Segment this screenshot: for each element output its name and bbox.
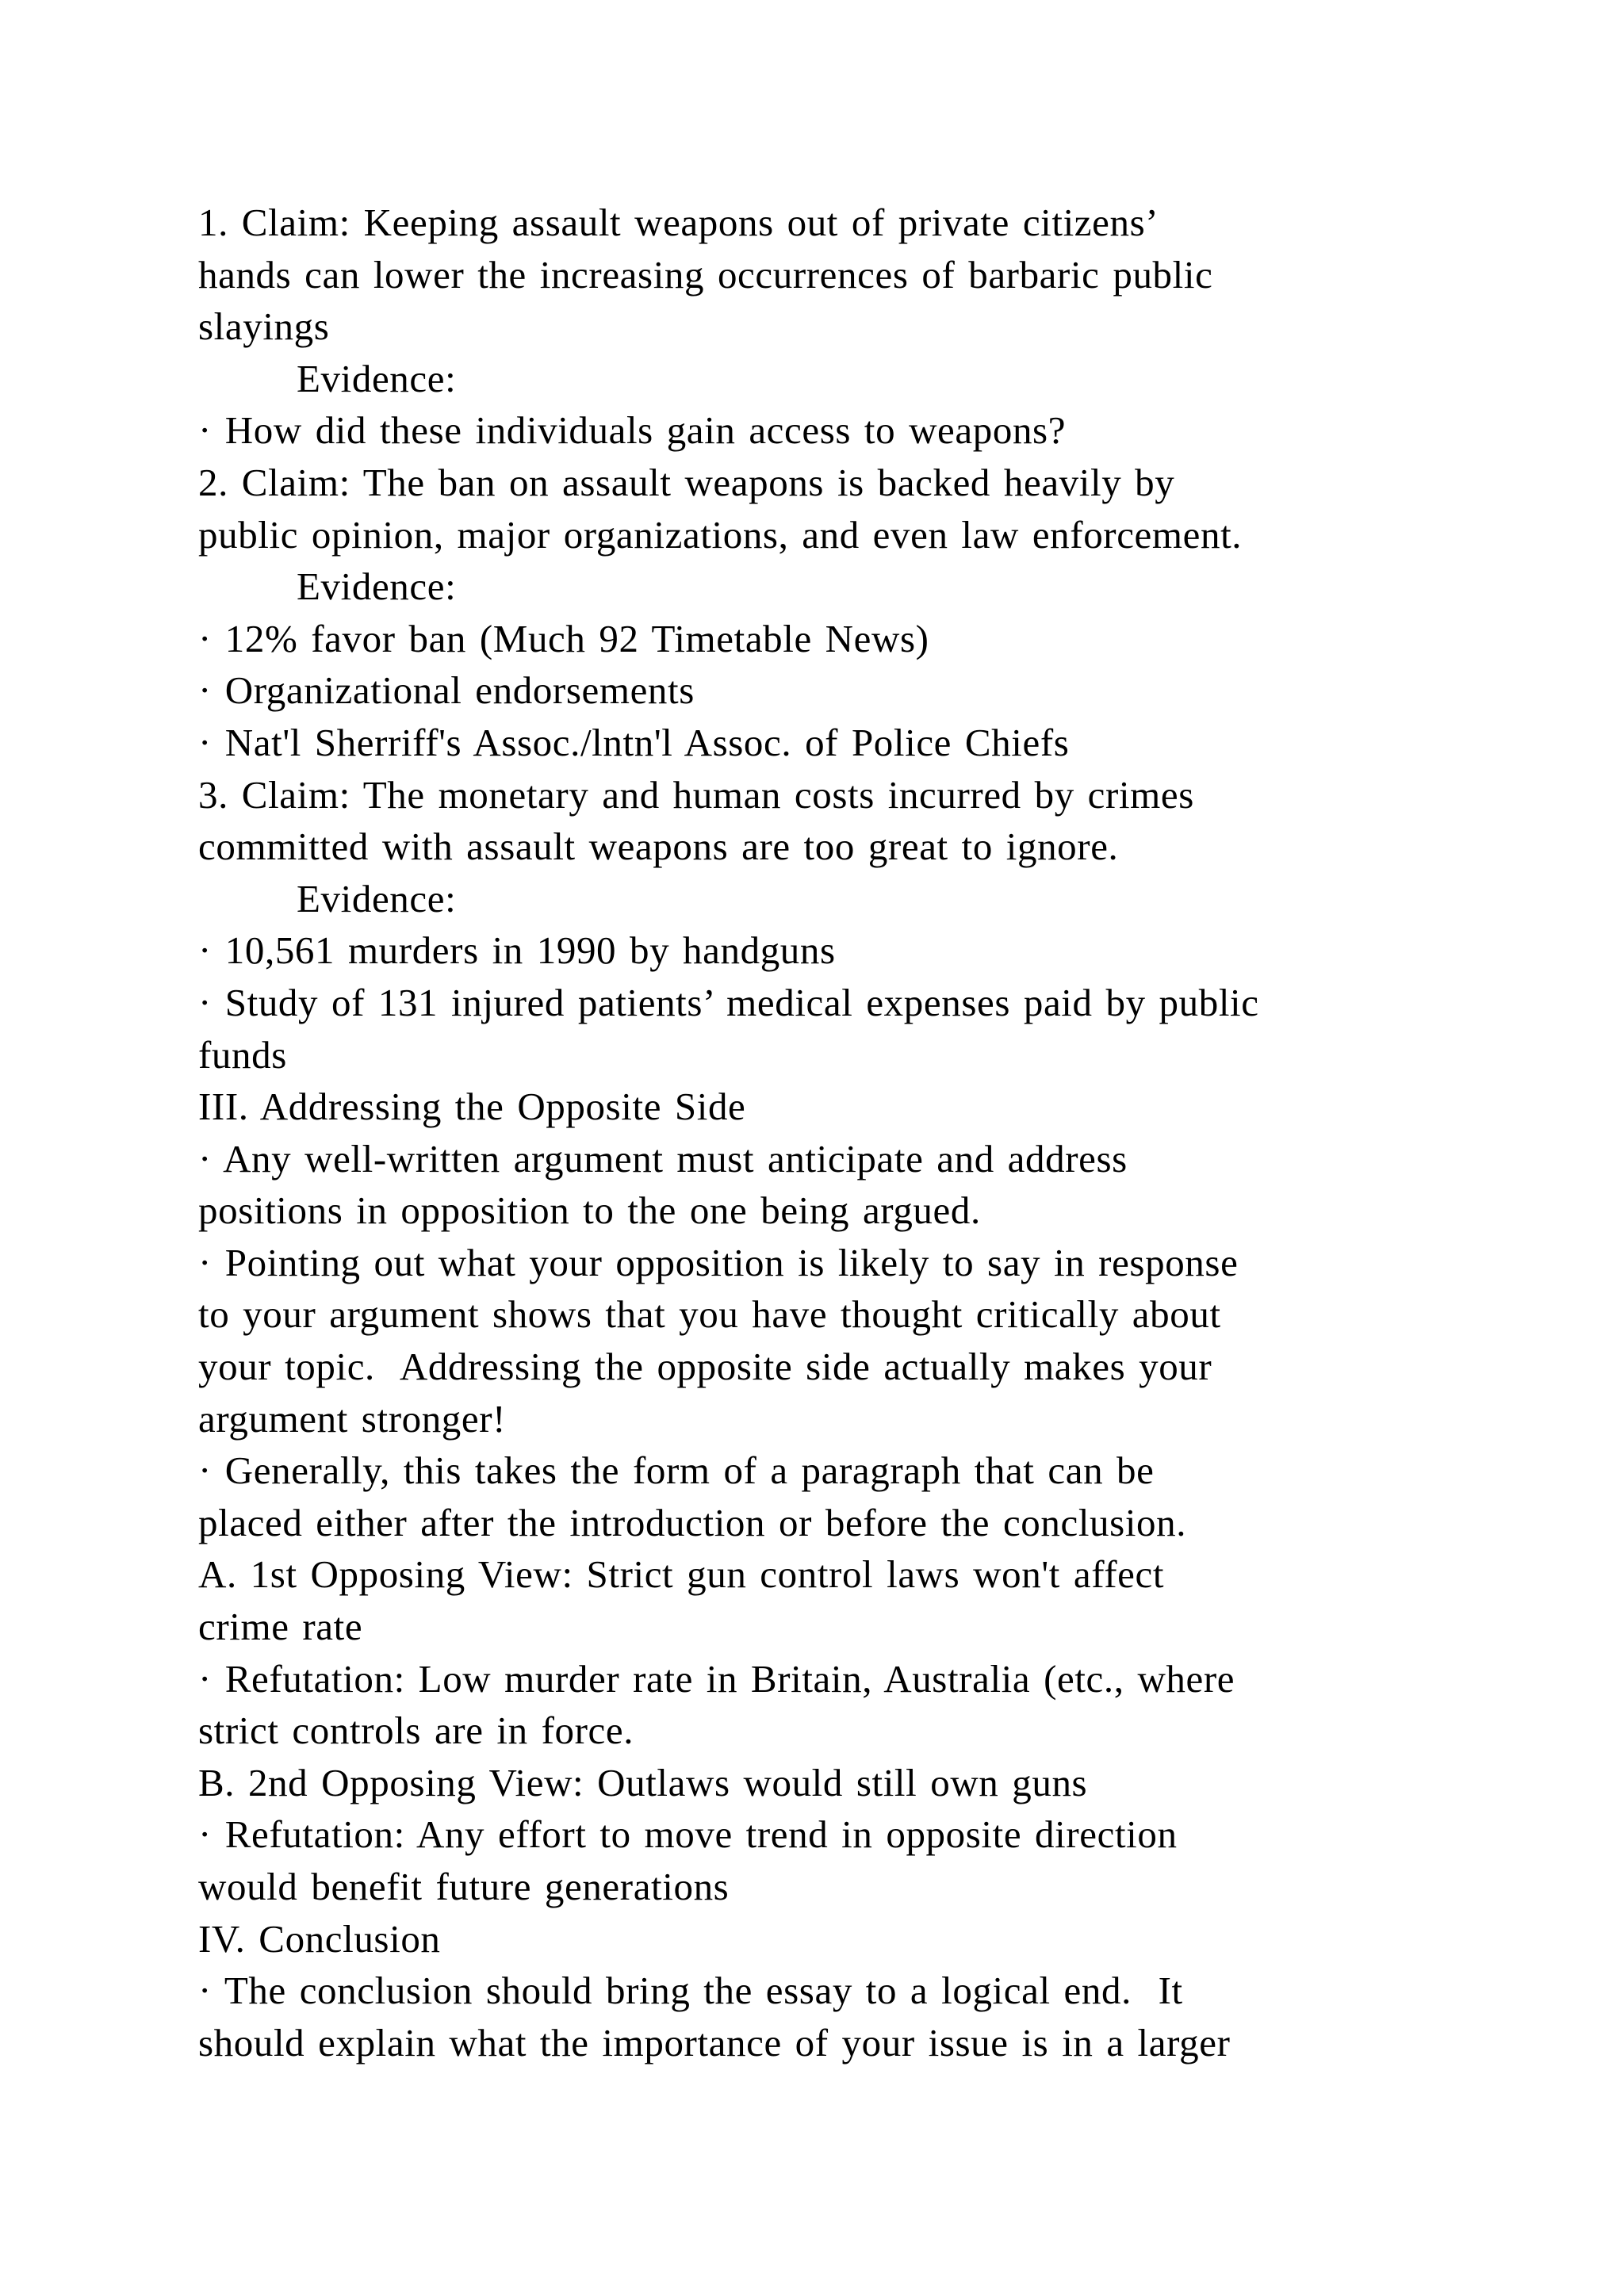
text-line: 2. Claim: The ban on assault weapons is backed heavily by <box>198 460 1175 504</box>
text-line: hands can lower the increasing occurrences of barbaric public <box>198 252 1213 297</box>
section-heading: III. Addressing the Opposite Side <box>198 1085 746 1129</box>
text-line: to your argument shows that you have thought critically about <box>198 1292 1221 1337</box>
bullet-line: · Nat'l Sherriff's Assoc./lntn'l Assoc. of Police Chiefs <box>198 720 1070 764</box>
text-line: crime rate <box>198 1605 363 1649</box>
text-line: strict controls are in force. <box>198 1709 634 1753</box>
evidence-heading: Evidence: <box>297 876 457 920</box>
text-line: should explain what the importance of your issue is in a larger <box>198 2020 1231 2064</box>
bullet-line: · Pointing out what your opposition is likely to say in response <box>198 1240 1239 1284</box>
document-body <box>198 197 1435 2068</box>
bullet-line: · Refutation: Low murder rate in Britain, Australia (etc., where <box>198 1656 1235 1701</box>
text-line: placed either after the introduction or before the conclusion. <box>198 1500 1187 1544</box>
bullet-line: · How did these individuals gain access to weapons? <box>198 408 1067 453</box>
bullet-line: · Organizational endorsements <box>198 668 695 713</box>
text-line: committed with assault weapons are too great to ignore. <box>198 825 1119 869</box>
section-heading: IV. Conclusion <box>198 1916 441 1961</box>
text-line: funds <box>198 1032 287 1077</box>
text-line: 1. Claim: Keeping assault weapons out of private citizens’ <box>198 201 1159 244</box>
text-line: argument stronger! <box>198 1396 507 1441</box>
bullet-line: · Study of 131 injured patients’ medical expenses paid by public <box>198 980 1259 1024</box>
text-line: would benefit future generations <box>198 1865 730 1908</box>
evidence-heading: Evidence: <box>297 356 457 400</box>
text-line: positions in opposition to the one being argued. <box>198 1188 981 1233</box>
bullet-line: · Refutation: Any effort to move trend in opposite direction <box>198 1812 1178 1857</box>
text-line: B. 2nd Opposing View: Outlaws would still own guns <box>198 1760 1088 1804</box>
evidence-heading: Evidence: <box>297 564 457 609</box>
text-line: 3. Claim: The monetary and human costs incurred by crimes <box>198 772 1194 817</box>
bullet-line: · 10,561 murders in 1990 by handguns <box>198 928 836 973</box>
bullet-line: · The conclusion should bring the essay to a logical end. It <box>198 1969 1183 2013</box>
text-line: your topic. Addressing the opposite side actually makes your <box>198 1345 1212 1389</box>
text-line: A. 1st Opposing View: Strict gun control laws won't affect <box>198 1552 1165 1597</box>
text-line: public opinion, major organizations, and even law enforcement. <box>198 512 1243 557</box>
bullet-line: · Generally, this takes the form of a paragraph that can be <box>198 1448 1155 1493</box>
bullet-line: · 12% favor ban (Much 92 Timetable News) <box>198 616 929 660</box>
text-line: slayings <box>198 304 330 349</box>
bullet-line: · Any well-written argument must anticipate and address <box>198 1136 1128 1181</box>
